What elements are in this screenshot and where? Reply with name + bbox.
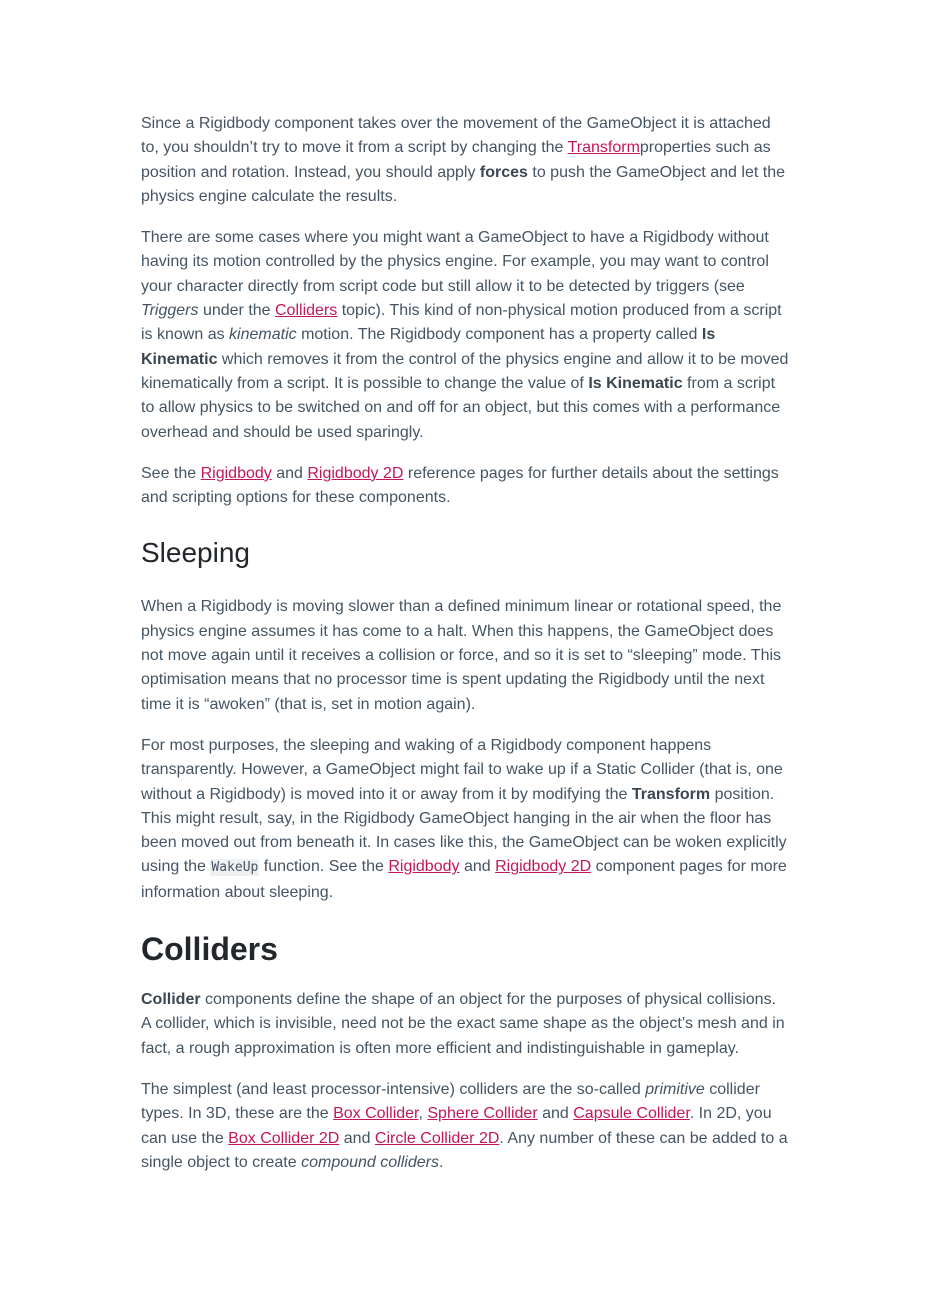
italic-compound-colliders: compound colliders	[301, 1153, 439, 1171]
link-box-collider[interactable]: Box Collider	[333, 1105, 419, 1123]
italic-triggers: Triggers	[141, 302, 199, 320]
link-circle-collider-2d[interactable]: Circle Collider 2D	[374, 1129, 500, 1147]
heading-sleeping: Sleeping	[141, 537, 250, 569]
link-rigidbody[interactable]: Rigidbody	[200, 464, 272, 482]
link-rigidbody-sleep[interactable]: Rigidbody	[388, 858, 460, 876]
paragraph-kinematic: There are some cases where you might want a GameObject to have a Rigidbody without having its motion controlled by the physics engine. For example, you may want to control your character directly from script code but still allow it to be detected by triggers (see Triggers under the Colliders topic). This kind of non-physical motion produced from a script is known as kinematic motion. The Rigidbody component has a property called Is Kinematic which removes it from the control of the physics engine and allow it to be moved kinematically from a script. It is possible to change the value of Is Kinematic from a script to allow physics to be switched on and off for an object, but this comes with a performance overhead and should be used sparingly.	[141, 229, 789, 441]
link-sphere-collider[interactable]: Sphere Collider	[427, 1105, 538, 1123]
paragraph-collider-components: Collider components define the shape of an object for the purposes of physical collisions. A collider, which is invisible, need not be the exact same shape as the object’s mesh and in fact, a rough approximation is often more efficient and indistinguishable in gameplay.	[141, 991, 785, 1057]
code-wakeup: WakeUp	[211, 860, 259, 876]
paragraph-primitive-colliders: The simplest (and least processor-intensive) colliders are the so-called primitive collider types. In 3D, these are the Box Collider, Sphere Collider and Capsule Collider. In 2D, you can use the Box Collider 2D and Circle Collider 2D. Any number of these can be added to a single object to create compound colliders.	[141, 1080, 788, 1171]
paragraph-waking: For most purposes, the sleeping and waking of a Rigidbody component happens transparently. However, a GameObject might fail to wake up if a Static Collider (that is, one without a Rigidbody) is moved into it or away from it by modifying the Transform position. This might result, say, in the Rigidbody GameObject hanging in the air when the floor has been moved out from beneath it. In cases like this, the GameObject can be woken explicitly using the WakeUp function. See the Rigidbody and Rigidbody 2D component pages for more information about sleeping.	[141, 736, 787, 901]
bold-transform: Transform	[631, 785, 711, 803]
document-page	[141, 112, 789, 1192]
italic-primitive: primitive	[645, 1080, 705, 1098]
link-rigidbody-2d-sleep[interactable]: Rigidbody 2D	[495, 858, 592, 876]
paragraph-rigidbody-movement: Since a Rigidbody component takes over the movement of the GameObject it is attached to, you shouldn’t try to move it from a script by changing the Transformproperties such as position and rotation. Instead, you should apply forces to push the GameObject and let the physics engine calculate the results.	[141, 115, 785, 205]
bold-forces: forces	[479, 163, 528, 181]
bold-is-kinematic: Is Kinematic	[141, 326, 716, 368]
heading-colliders: Colliders	[141, 931, 278, 968]
bold-is-kinematic-2: Is Kinematic	[588, 374, 683, 392]
paragraph-sleeping: When a Rigidbody is moving slower than a defined minimum linear or rotational speed, the physics engine assumes it has come to a halt. When this happens, the GameObject does not move again until it receives a collision or force, and so it is set to “sleeping” mode. This optimisation means that no processor time is spent updating the Rigidbody until the next time it is “awoken” (that is, set in motion again).	[141, 598, 782, 713]
italic-kinematic: kinematic	[229, 326, 297, 344]
link-capsule-collider[interactable]: Capsule Collider	[573, 1105, 690, 1123]
paragraph-reference-pages: See the Rigidbody and Rigidbody 2D reference pages for further details about the settings and scripting options for these components.	[141, 464, 779, 507]
link-transform[interactable]: Transform	[567, 139, 640, 157]
link-box-collider-2d[interactable]: Box Collider 2D	[228, 1129, 340, 1147]
bold-collider: Collider	[141, 991, 201, 1009]
link-colliders[interactable]: Colliders	[275, 302, 338, 320]
link-rigidbody-2d[interactable]: Rigidbody 2D	[307, 464, 404, 482]
